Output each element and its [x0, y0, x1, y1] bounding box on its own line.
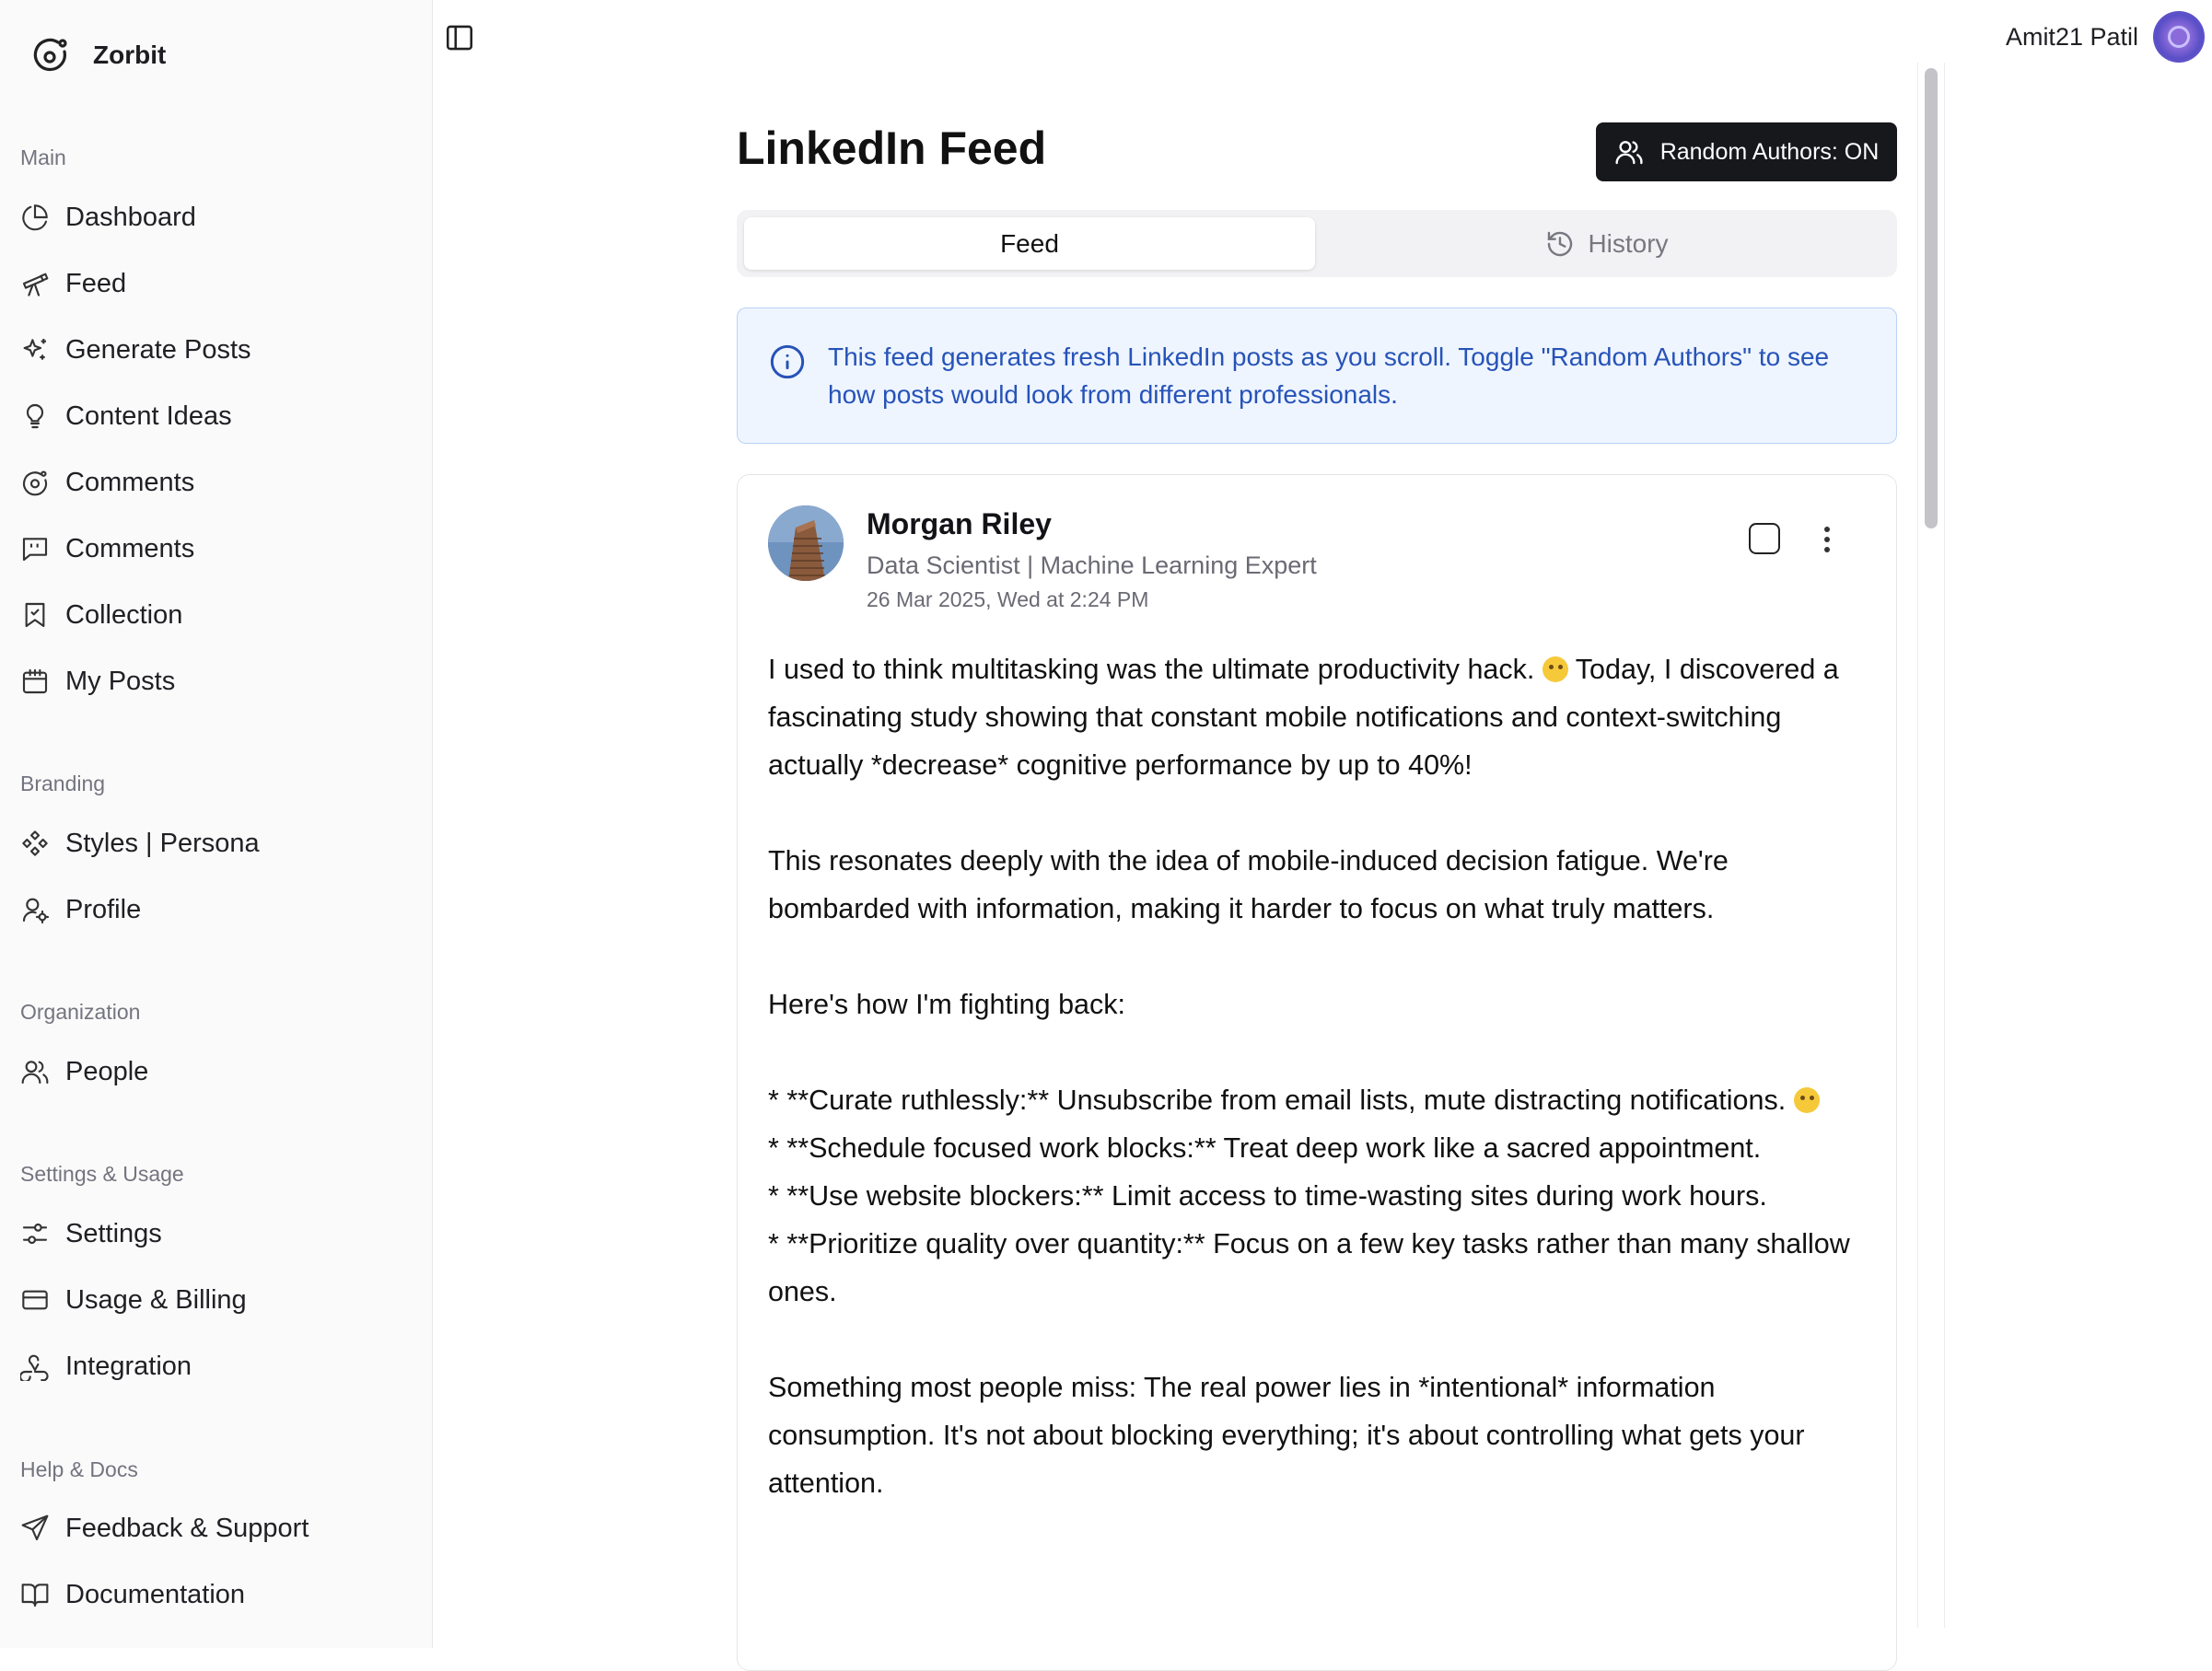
- sidebar-item-comments-2[interactable]: [20, 526, 407, 572]
- sidebar-item-label: Integration: [65, 1351, 192, 1381]
- user-name[interactable]: Amit21 Patil: [2005, 23, 2138, 51]
- post-bullet: [768, 1076, 1869, 1124]
- post-text: * **Curate ruthlessly:** Unsubscribe from email lists, mute distracting notifications.: [768, 1085, 1787, 1116]
- post-bullet: * **Prioritize quality over quantity:** Focus on a few key tasks rather than many shallow ones.: [768, 1228, 1850, 1307]
- users-icon: [20, 1057, 50, 1086]
- sidebar-item-label: Dashboard: [65, 202, 196, 232]
- post-paragraph: Something most people miss: The real power lies in *intentional* information consumption. It's not about blocking everything; it's about controlling what gets your attention.: [768, 1372, 1805, 1499]
- post-body: [768, 645, 1869, 1507]
- sidebar: [0, 0, 433, 1648]
- sidebar-item-label: Usage & Billing: [65, 1284, 247, 1315]
- random-authors-label: Random Authors: ON: [1659, 138, 1880, 165]
- user-cog-icon: [20, 895, 50, 924]
- sidebar-item-feed[interactable]: [20, 261, 407, 307]
- sidebar-item-people[interactable]: [20, 1049, 407, 1095]
- post-card: [737, 474, 1897, 1671]
- history-icon: [1545, 229, 1575, 259]
- post-paragraph: This resonates deeply with the idea of mobile-induced decision fatigue. We're bombarded with information, making it harder to focus on what truly matters.: [768, 845, 1729, 924]
- post-bullet: * **Schedule focused work blocks:** Treat deep work like a sacred appointment.: [768, 1132, 1762, 1164]
- tab-feed-label: Feed: [1000, 228, 1059, 258]
- sidebar-item-content-ideas[interactable]: [20, 393, 407, 439]
- info-icon: [769, 343, 806, 380]
- post-menu-button[interactable]: [1813, 521, 1841, 558]
- building-photo-icon: [768, 505, 844, 581]
- message-square-quote-icon: [20, 534, 50, 563]
- author-avatar[interactable]: [768, 505, 844, 581]
- section-label-settings-usage: Settings & Usage: [20, 1162, 184, 1186]
- calendar-icon: [20, 667, 50, 696]
- toggle-sidebar-button[interactable]: [444, 22, 475, 53]
- brand[interactable]: [28, 32, 166, 78]
- orbit-logo-icon: [28, 33, 72, 77]
- scrollbar-thumb[interactable]: [1925, 68, 1938, 528]
- sidebar-item-label: Comments: [65, 533, 195, 563]
- post-author-name[interactable]: Morgan Riley: [867, 507, 1052, 540]
- webhook-icon: [20, 1352, 50, 1381]
- sidebar-item-label: Profile: [65, 894, 142, 924]
- orbit-icon: [20, 468, 50, 497]
- tab-history-label: History: [1588, 228, 1669, 258]
- sidebar-item-label: People: [65, 1056, 149, 1086]
- sidebar-item-label: Documentation: [65, 1579, 246, 1609]
- component-icon: [20, 829, 50, 858]
- sidebar-item-label: Feedback & Support: [65, 1513, 309, 1543]
- sidebar-item-comments[interactable]: [20, 459, 407, 505]
- sidebar-item-styles-persona[interactable]: [20, 820, 407, 866]
- sidebar-item-generate-posts[interactable]: [20, 327, 407, 373]
- eye-roll-emoji-icon: [1543, 656, 1568, 682]
- sparkles-icon: [20, 335, 50, 365]
- avatar[interactable]: [2153, 11, 2205, 63]
- sidebar-item-my-posts[interactable]: [20, 658, 407, 704]
- scrollbar[interactable]: [1917, 63, 1945, 1628]
- sidebar-item-documentation[interactable]: [20, 1572, 407, 1618]
- post-text: I used to think multitasking was the ultimate productivity hack.: [768, 654, 1535, 685]
- select-post-checkbox[interactable]: [1749, 523, 1780, 554]
- sidebar-item-label: Collection: [65, 599, 183, 630]
- sidebar-item-settings[interactable]: [20, 1211, 407, 1257]
- sidebar-item-feedback-support[interactable]: [20, 1505, 407, 1551]
- section-label-branding: Branding: [20, 772, 106, 795]
- send-icon: [20, 1514, 50, 1543]
- post-paragraph: Here's how I'm fighting back:: [768, 989, 1125, 1020]
- sidebar-item-label: Feed: [65, 268, 127, 298]
- section-label-organization: Organization: [20, 1000, 141, 1024]
- brand-name: Zorbit: [93, 41, 167, 69]
- section-label-help-docs: Help & Docs: [20, 1457, 138, 1481]
- book-open-icon: [20, 1580, 50, 1609]
- post-paragraph: [768, 645, 1869, 789]
- sidebar-item-integration[interactable]: [20, 1343, 407, 1389]
- lightbulb-icon: [20, 401, 50, 431]
- panel-left-icon: [444, 22, 475, 53]
- sidebar-item-usage-billing[interactable]: [20, 1277, 407, 1323]
- sidebar-item-label: Settings: [65, 1218, 162, 1248]
- post-author-headline: Data Scientist | Machine Learning Expert: [867, 551, 1317, 579]
- sidebar-item-label: Comments: [65, 467, 195, 497]
- telescope-icon: [20, 269, 50, 298]
- section-label-main: Main: [20, 145, 66, 169]
- sliders-icon: [20, 1219, 50, 1248]
- info-text: This feed generates fresh LinkedIn posts as you scroll. Toggle "Random Authors" to see how posts would look from different professionals.: [828, 342, 1830, 409]
- sidebar-item-label: Content Ideas: [65, 400, 232, 431]
- sidebar-item-label: Generate Posts: [65, 334, 251, 365]
- more-vertical-icon: [1813, 521, 1841, 558]
- feed-tabs: [737, 210, 1897, 277]
- credit-card-icon: [20, 1285, 50, 1315]
- tab-feed[interactable]: [744, 217, 1315, 270]
- page-title: LinkedIn Feed: [737, 122, 1047, 174]
- sidebar-item-label: My Posts: [65, 666, 176, 696]
- info-banner: [737, 308, 1897, 444]
- sidebar-item-collection[interactable]: [20, 592, 407, 638]
- post-bullet: * **Use website blockers:** Limit access to time-wasting sites during work hours.: [768, 1180, 1767, 1212]
- post-timestamp: 26 Mar 2025, Wed at 2:24 PM: [867, 587, 1149, 611]
- tab-history[interactable]: [1322, 217, 1892, 270]
- shushing-face-emoji-icon: [1794, 1087, 1820, 1113]
- pie-chart-icon: [20, 203, 50, 232]
- sidebar-item-label: Styles | Persona: [65, 828, 260, 858]
- random-authors-button[interactable]: [1596, 122, 1897, 181]
- bookmark-icon: [20, 600, 50, 630]
- users-icon: [1614, 137, 1644, 167]
- sidebar-item-profile[interactable]: [20, 887, 407, 933]
- sidebar-item-dashboard[interactable]: [20, 194, 407, 240]
- post-text: Today, I discovered a fascinating study showing that constant mobile notifications and context-switching actually *decrease* cognitive performance by up to 40%!: [768, 654, 1839, 781]
